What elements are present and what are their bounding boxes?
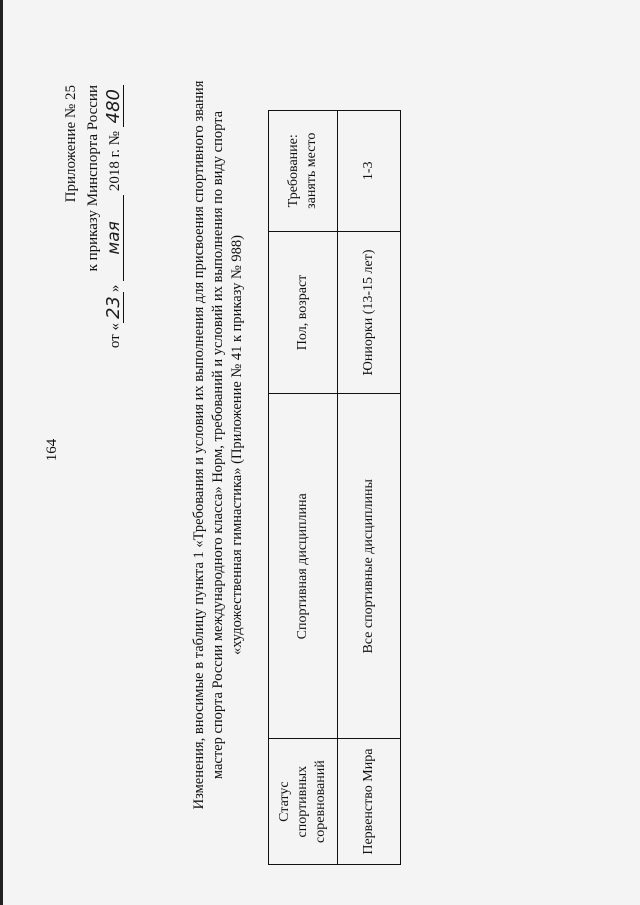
handwritten-order-number: 480 (105, 85, 124, 127)
page-number: 164 (44, 438, 60, 462)
header-competition-status: Статус спортивных соревнований (269, 739, 338, 865)
appendix-header (60, 85, 126, 385)
intro-line-2: мастер спорта России международного класса» Норм, требований и условий их выполнения по виду спорта (210, 110, 226, 780)
appendix-order-ref: к приказу Минспорта России (85, 85, 101, 272)
requirements-table (268, 110, 401, 865)
intro-line-3: «художественная гимнастика» (Приложение № 41 к приказу № 988) (229, 234, 245, 656)
date-prefix: от « (107, 323, 123, 349)
table-header-row (269, 111, 338, 865)
handwritten-day: 23 (105, 292, 124, 323)
handwritten-month: мая (105, 195, 124, 281)
header-discipline: Спортивная дисциплина (269, 394, 338, 739)
intro-line-1: Изменения, вносимые в таблицу пункта 1 «Требования и условия их выполнения для присвоения спортивного звания (191, 80, 207, 810)
appendix-date-line (104, 85, 126, 385)
cell-competition-status: Первенство Мира (338, 739, 401, 865)
table-row (338, 111, 401, 865)
header-place-requirement: Требование: занять место (269, 111, 338, 232)
cell-gender-age: Юниорки (13-15 лет) (338, 231, 401, 394)
header-gender-age: Пол, возраст (269, 231, 338, 394)
date-mid: » (107, 284, 123, 293)
date-year: 2018 г. № (107, 131, 123, 192)
cell-discipline: Все спортивные дисциплины (338, 394, 401, 739)
cell-place: 1-3 (338, 111, 401, 232)
intro-paragraph (190, 65, 247, 825)
appendix-title: Приложение № 25 (63, 85, 79, 203)
